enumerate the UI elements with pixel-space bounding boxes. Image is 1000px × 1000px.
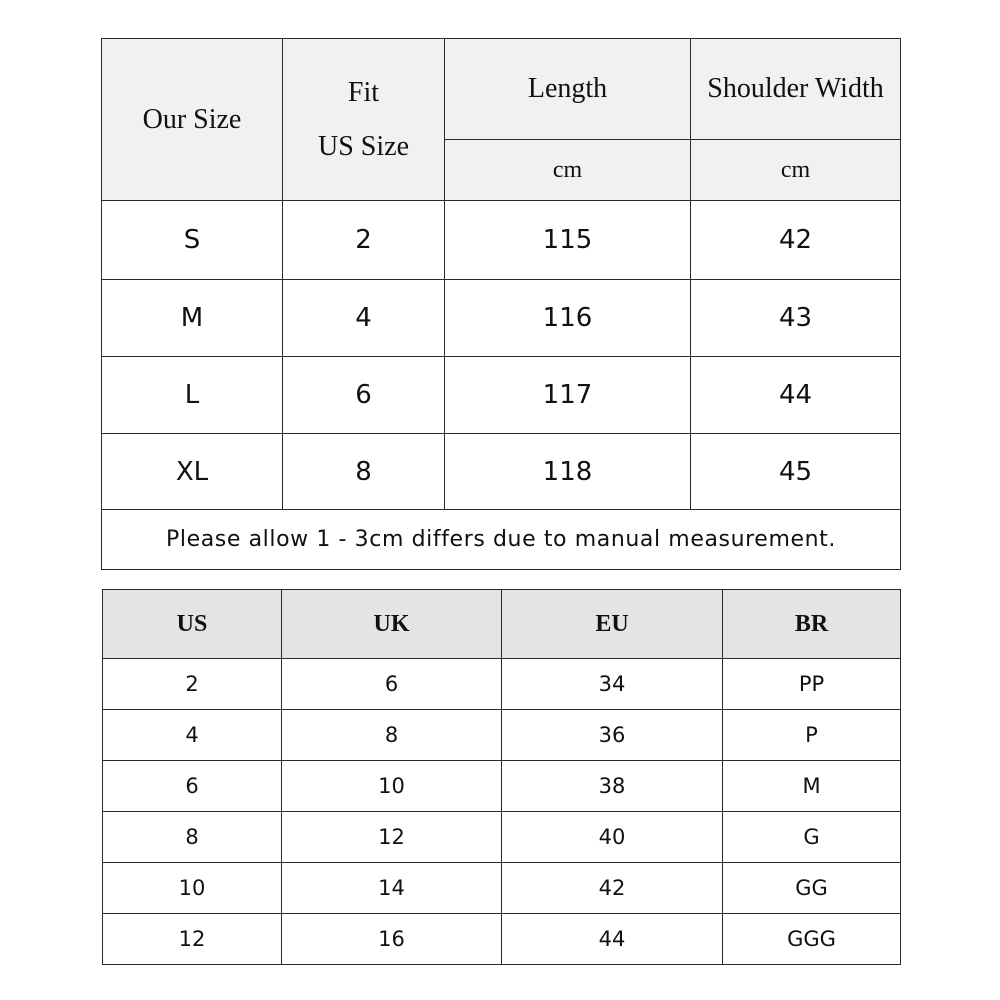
eu-cell: 38 bbox=[502, 761, 723, 812]
shoulder-cell: 43 bbox=[691, 280, 901, 357]
table-row bbox=[102, 434, 901, 510]
us-cell: 4 bbox=[103, 710, 282, 761]
table-row bbox=[103, 914, 901, 965]
our-size-cell: M bbox=[102, 280, 283, 357]
br-cell: P bbox=[723, 710, 901, 761]
size-conversion-table bbox=[102, 589, 901, 965]
us-cell: 8 bbox=[103, 812, 282, 863]
eu-cell: 44 bbox=[502, 914, 723, 965]
shoulder-cell: 44 bbox=[691, 357, 901, 434]
length-cell: 117 bbox=[445, 357, 691, 434]
length-cell: 116 bbox=[445, 280, 691, 357]
size-chart-table bbox=[101, 38, 901, 570]
our-size-cell: S bbox=[102, 201, 283, 280]
header-us-size-label: US Size bbox=[318, 130, 409, 162]
measurement-note: Please allow 1 - 3cm differs due to manual measurement. bbox=[102, 510, 901, 570]
table-row bbox=[103, 863, 901, 914]
table-row bbox=[102, 280, 901, 357]
table-row bbox=[103, 710, 901, 761]
header-shoulder-unit: cm bbox=[691, 140, 901, 201]
table-row bbox=[102, 201, 901, 280]
br-cell: GG bbox=[723, 863, 901, 914]
header-our-size: Our Size bbox=[102, 39, 283, 201]
table-row bbox=[102, 357, 901, 434]
us-size-cell: 8 bbox=[283, 434, 445, 510]
our-size-cell: L bbox=[102, 357, 283, 434]
header-length-unit: cm bbox=[445, 140, 691, 201]
uk-cell: 12 bbox=[282, 812, 502, 863]
our-size-cell: XL bbox=[102, 434, 283, 510]
eu-cell: 34 bbox=[502, 659, 723, 710]
header-uk: UK bbox=[282, 590, 502, 659]
header-fit-us-size bbox=[283, 39, 445, 201]
uk-cell: 8 bbox=[282, 710, 502, 761]
uk-cell: 6 bbox=[282, 659, 502, 710]
header-length: Length bbox=[445, 39, 691, 140]
us-cell: 10 bbox=[103, 863, 282, 914]
br-cell: PP bbox=[723, 659, 901, 710]
br-cell: M bbox=[723, 761, 901, 812]
us-cell: 12 bbox=[103, 914, 282, 965]
table-row bbox=[103, 761, 901, 812]
eu-cell: 36 bbox=[502, 710, 723, 761]
shoulder-cell: 45 bbox=[691, 434, 901, 510]
table-row bbox=[103, 812, 901, 863]
us-size-cell: 6 bbox=[283, 357, 445, 434]
length-cell: 118 bbox=[445, 434, 691, 510]
eu-cell: 42 bbox=[502, 863, 723, 914]
uk-cell: 16 bbox=[282, 914, 502, 965]
eu-cell: 40 bbox=[502, 812, 723, 863]
header-br: BR bbox=[723, 590, 901, 659]
br-cell: G bbox=[723, 812, 901, 863]
shoulder-cell: 42 bbox=[691, 201, 901, 280]
header-fit-label: Fit bbox=[347, 76, 380, 108]
table-row bbox=[103, 659, 901, 710]
header-shoulder-width: Shoulder Width bbox=[691, 39, 901, 140]
us-cell: 2 bbox=[103, 659, 282, 710]
header-us: US bbox=[103, 590, 282, 659]
length-cell: 115 bbox=[445, 201, 691, 280]
us-size-cell: 4 bbox=[283, 280, 445, 357]
header-eu: EU bbox=[502, 590, 723, 659]
br-cell: GGG bbox=[723, 914, 901, 965]
uk-cell: 14 bbox=[282, 863, 502, 914]
uk-cell: 10 bbox=[282, 761, 502, 812]
us-size-cell: 2 bbox=[283, 201, 445, 280]
conversion-header-row bbox=[103, 590, 901, 659]
us-cell: 6 bbox=[103, 761, 282, 812]
